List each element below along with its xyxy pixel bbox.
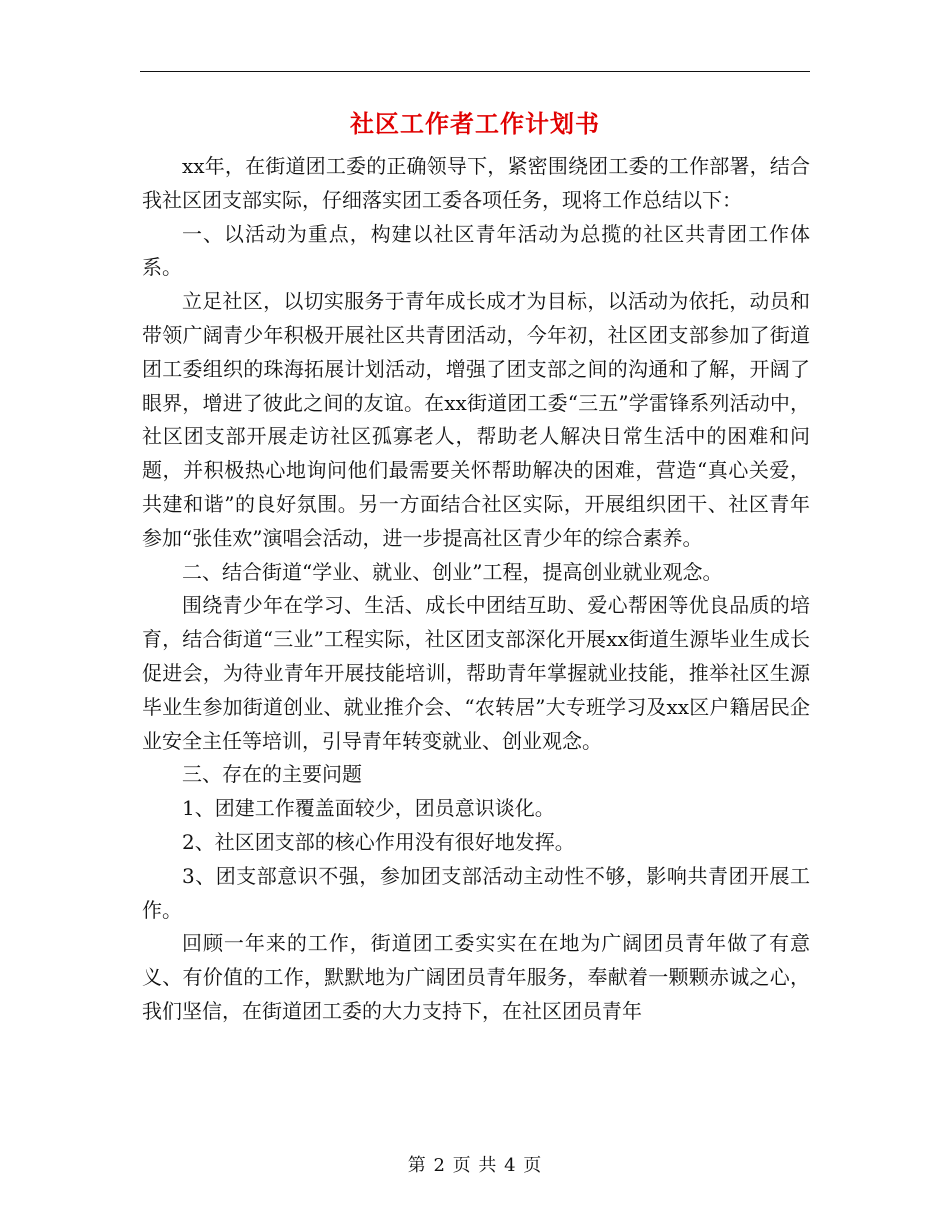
paragraph: 回顾一年来的工作，街道团工委实实在在地为广阔团员青年做了有意义、有价值的工作，默默地为广阔团员青年服务，奉献着一颗颗赤诚之心，我们坚信，在街道团工委的大力支持下，在社区团员青年 (142, 931, 810, 1023)
paragraph: 围绕青少年在学习、生活、成长中团结互助、爱心帮困等优良品质的培育，结合街道“三业”工程实际，社区团支部深化开展xx街道生源毕业生成长促进会，为待业青年开展技能培训，帮助青年掌握就业技能，推举社区生源毕业生参加街道创业、就业推介会、“农转居”大专班学习及xx区户籍居民企业安全主任等培训，引导青年转变就业、创业观念。 (142, 593, 810, 753)
page-number: 第 2 页 共 4 页 (407, 1155, 543, 1176)
paragraph: xx年，在街道团工委的正确领导下，紧密围绕团工委的工作部署，结合我社区团支部实际，仔细落实团工委各项任务，现将工作总结以下： (142, 154, 810, 212)
paragraph: 三、存在的主要问题 (182, 762, 362, 787)
paragraph: 立足社区，以切实服务于青年成长成才为目标，以活动为依托，动员和带领广阔青少年积极开展社区共青团活动，今年初，社区团支部参加了街道团工委组织的珠海拓展计划活动，增强了团支部之间的沟通和了解，开阔了眼界，增进了彼此之间的友谊。在xx街道团工委“三五”学雷锋系列活动中，社区团支部开展走访社区孤寡老人，帮助老人解决日常生活中的困难和问题，并积极热心地询问他们最需要关怀帮助解决的困难，营造“真心关爱，共建和谐”的良好氛围。另一方面结合社区实际，开展组织团干、社区青年参加“张佳欢”演唱会活动，进一步提高社区青少年的综合素养。 (142, 289, 810, 550)
header-rule (140, 71, 810, 72)
paragraph: 2、社区团支部的核心作用没有很好地发挥。 (182, 829, 575, 854)
paragraph: 3、团支部意识不强，参加团支部活动主动性不够，影响共青团开展工作。 (142, 863, 810, 922)
document-body (142, 150, 810, 1029)
paragraph: 一、以活动为重点，构建以社区青年活动为总揽的社区共青团工作体系。 (142, 221, 810, 280)
document-title: 社区工作者工作计划书 (350, 109, 600, 138)
paragraph: 二、结合街道“学业、就业、创业”工程，提高创业就业观念。 (182, 559, 723, 584)
paragraph: 1、团建工作覆盖面较少，团员意识谈化。 (182, 796, 555, 821)
